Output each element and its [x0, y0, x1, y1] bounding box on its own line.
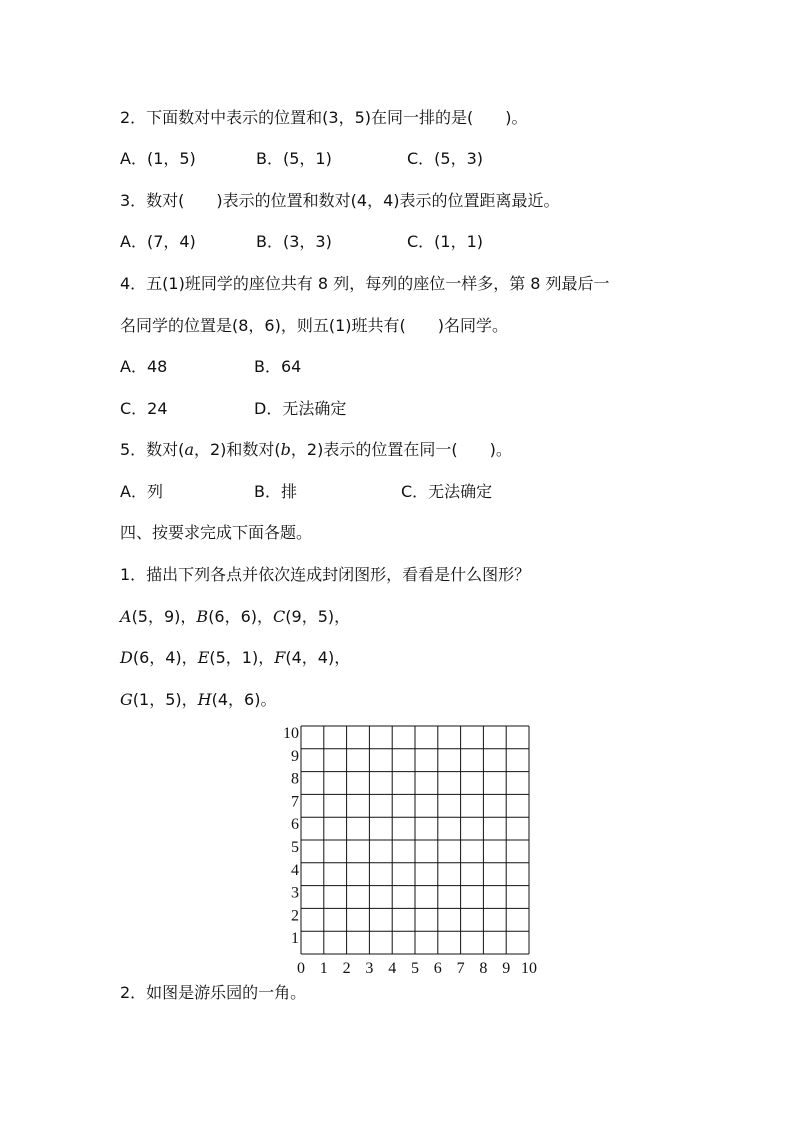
- q3-stem: 3．数对( )表示的位置和数对(4，4)表示的位置距离最近。: [120, 191, 560, 210]
- point-name: A: [120, 607, 132, 626]
- section4-heading: 四、按要求完成下面各题。: [120, 523, 313, 542]
- q4-option-d: D．无法确定: [254, 399, 347, 418]
- x-tick-label: 6: [433, 960, 442, 976]
- point-name: E: [197, 648, 210, 667]
- section4-p2-stem: 2．如图是游乐园的一角。: [120, 983, 307, 1002]
- q5-stem: [120, 440, 512, 460]
- x-tick-label: 9: [502, 960, 511, 976]
- point-name: C: [273, 607, 286, 626]
- q5-var-a: a: [184, 440, 194, 459]
- coordinate-grid: [282, 716, 542, 976]
- point-coord: (5，9)，: [131, 607, 197, 626]
- points-line-1: [120, 607, 350, 627]
- y-tick-label: 1: [291, 930, 299, 948]
- point-coord: (4，4)，: [285, 648, 351, 667]
- x-tick-label: 10: [521, 960, 537, 976]
- q2-stem: 2．下面数对中表示的位置和(3，5)在同一排的是( )。: [120, 108, 528, 127]
- q4-option-a: A．48: [120, 357, 168, 376]
- point-coord: (6，6)，: [208, 607, 274, 626]
- y-tick-label: 9: [291, 747, 299, 765]
- coordinate-grid-svg: [282, 716, 542, 976]
- q5-stem-part3: ，2)表示的位置在同一( )。: [290, 440, 512, 459]
- point-coord: (4，6)。: [211, 690, 277, 709]
- y-tick-label: 2: [291, 907, 299, 925]
- q5-option-c: C．无法确定: [401, 482, 493, 501]
- point-name: B: [196, 607, 209, 626]
- q2-option-c: C．(5，3): [407, 149, 484, 168]
- q3-option-a: A．(7，4): [120, 232, 196, 251]
- point-coord: (5，1)，: [209, 648, 275, 667]
- point-coord: (1，5)，: [132, 690, 198, 709]
- point-name: G: [120, 690, 133, 709]
- x-tick-label: 7: [456, 960, 465, 976]
- q5-stem-part2: ，2)和数对(: [193, 440, 281, 459]
- q5-stem-part1: 5．数对(: [120, 440, 185, 459]
- q4-stem-line1: 4．五(1)班同学的座位共有 8 列，每列的座位一样多，第 8 列最后一: [120, 274, 610, 293]
- point-coord: (6，4)，: [132, 648, 198, 667]
- q4-stem-line2: 名同学的位置是(8，6)，则五(1)班共有( )名同学。: [120, 316, 508, 335]
- x-tick-label: 1: [319, 960, 328, 976]
- q2-option-b: B．(5，1): [256, 149, 332, 168]
- point-name: D: [120, 648, 133, 667]
- y-tick-label: 7: [291, 793, 299, 811]
- x-tick-label: 4: [388, 960, 397, 976]
- x-tick-label: 0: [297, 960, 305, 976]
- x-tick-label: 8: [479, 960, 488, 976]
- x-tick-label: 5: [411, 960, 419, 976]
- y-tick-label: 4: [291, 861, 299, 879]
- x-tick-label: 2: [342, 960, 351, 976]
- points-line-2: [120, 648, 350, 668]
- q5-option-a: A．列: [120, 482, 163, 501]
- q4-option-b: B．64: [254, 357, 302, 376]
- y-tick-label: 8: [291, 770, 299, 788]
- point-name: H: [197, 690, 212, 709]
- q3-option-b: B．(3，3): [256, 232, 332, 251]
- q5-var-b: b: [280, 440, 291, 459]
- points-line-3: [120, 690, 276, 710]
- y-tick-label: 10: [283, 725, 299, 742]
- y-tick-label: 5: [291, 839, 299, 856]
- x-tick-label: 3: [365, 960, 374, 976]
- point-coord: (9，5)，: [285, 607, 351, 626]
- section4-p1-stem: 1．描出下列各点并依次连成封闭图形，看看是什么图形？: [120, 565, 531, 584]
- q4-option-c: C．24: [120, 399, 168, 418]
- y-tick-label: 6: [291, 816, 299, 834]
- point-name: F: [274, 648, 286, 667]
- y-tick-label: 3: [291, 884, 299, 902]
- q3-option-c: C．(1，1): [407, 232, 484, 251]
- q5-option-b: B．排: [254, 482, 297, 501]
- q2-option-a: A．(1，5): [120, 149, 196, 168]
